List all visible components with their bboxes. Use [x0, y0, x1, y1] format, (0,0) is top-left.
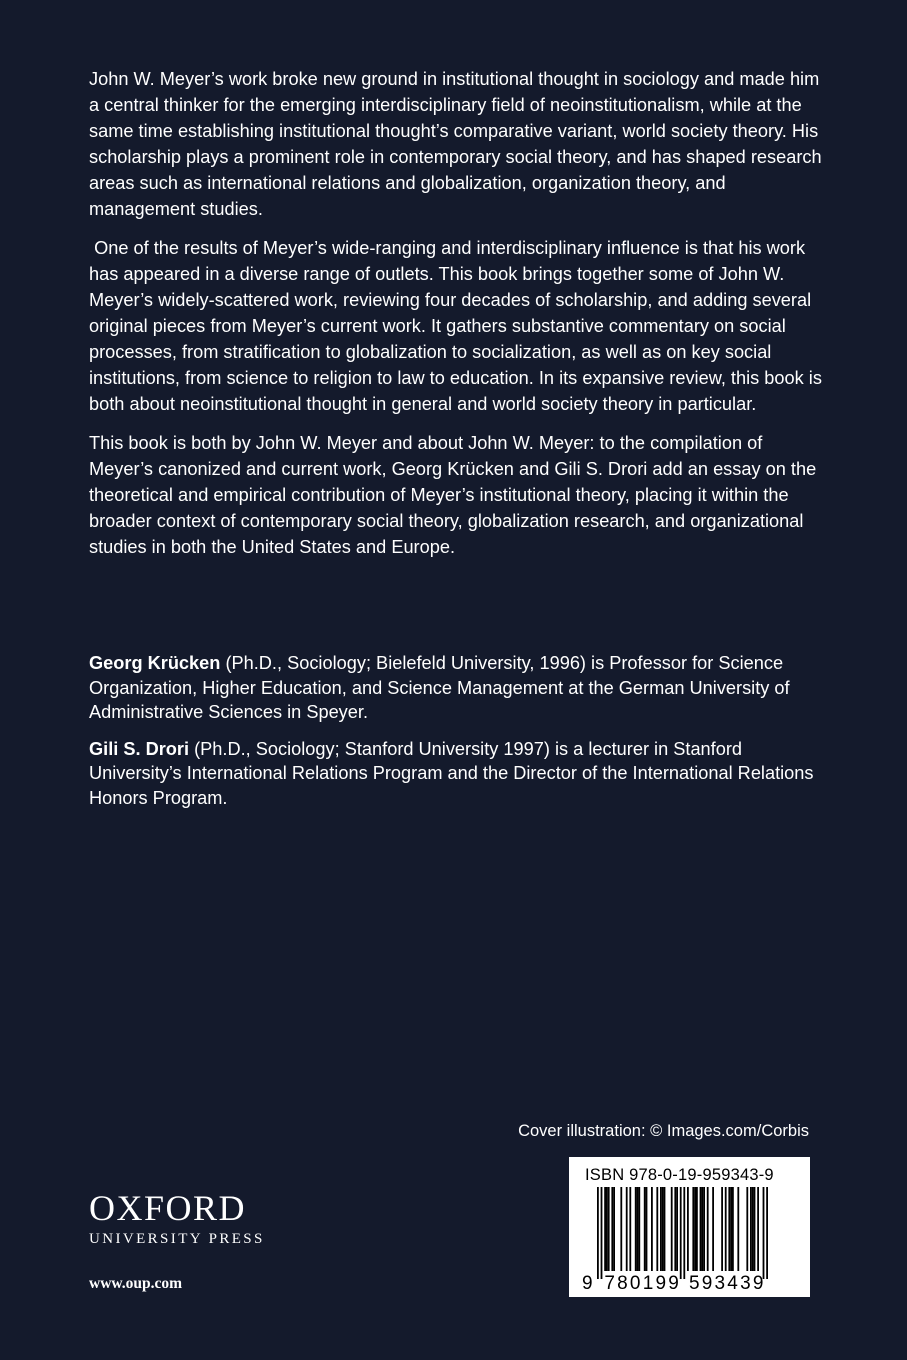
barcode-guard-bar — [601, 1187, 603, 1279]
barcode-bar — [752, 1187, 754, 1271]
bio-drori — [89, 737, 829, 811]
barcode-bar — [712, 1187, 714, 1271]
barcode-bar — [664, 1187, 666, 1271]
barcode-bar — [674, 1187, 676, 1271]
barcode-bar — [676, 1187, 678, 1271]
bio-drori-text: (Ph.D., Sociology; Stanford University 1997) is a lecturer in Stanford University’s International Relations Program and the Director of the International Relations Honors Program. — [89, 738, 814, 808]
barcode-right-digits: 593439 — [689, 1273, 766, 1291]
barcode-bar — [637, 1187, 639, 1271]
bio-krucken — [89, 651, 829, 725]
barcode-bar — [721, 1187, 723, 1271]
barcode-bar — [725, 1187, 727, 1271]
barcode-bar — [638, 1187, 640, 1271]
barcode-bar — [671, 1187, 673, 1271]
book-description — [89, 66, 829, 573]
barcode-bar — [644, 1187, 646, 1271]
barcode-bar — [707, 1187, 709, 1271]
barcode-bar — [703, 1187, 705, 1271]
bio-krucken-text: (Ph.D., Sociology; Bielefeld University, 1996) is Professor for Science Organization, Higher Education, and Science Management at the German University of Administrative Sciences in Speyer. — [89, 653, 790, 722]
barcode-bar — [651, 1187, 653, 1271]
barcode-bar — [646, 1187, 648, 1271]
description-paragraph-3: This book is both by John W. Meyer and about John W. Meyer: to the compilation of Meyer’s canonized and current work, Georg Krücken and Gili S. Drori add an essay on the theoretical and empirical contribution of Meyer’s institutional theory, placing it within the broader context of contemporary social theory, globalization research, and organizational studies in both the United States and Europe. — [89, 433, 817, 557]
barcode-bar — [656, 1187, 658, 1271]
barcode-bar — [662, 1187, 664, 1271]
barcode-bar — [660, 1187, 662, 1271]
barcode-bar — [626, 1187, 628, 1271]
bio-krucken-name: Georg Krücken — [89, 653, 221, 673]
barcode-lead-digit: 9 — [582, 1273, 595, 1291]
barcode-bar — [757, 1187, 759, 1271]
editor-bios — [89, 651, 829, 822]
barcode-guard-bar — [763, 1187, 765, 1279]
barcode-bar — [604, 1187, 606, 1271]
barcode-guard-bar — [680, 1187, 682, 1279]
barcode-bar — [611, 1187, 613, 1271]
barcode-bar — [728, 1187, 730, 1271]
barcode-bar — [730, 1187, 732, 1271]
barcode-bar — [694, 1187, 696, 1271]
barcode-bar — [687, 1187, 689, 1271]
barcode-bar — [606, 1187, 608, 1271]
description-paragraph-2: One of the results of Meyer’s wide-ranging and interdisciplinary influence is that his work has appeared in a diverse range of outlets. This book brings together some of John W. Meyer’s widely-scattered work, reviewing four decades of scholarship, and adding several original pieces from Meyer’s current work. It gathers substantive commentary on social processes, from stratification to globalization to socialization, as well as on key social institutions, from science to religion to law to education. In its expansive review, this book is both about neoinstitutional thought in general and world society theory in particular. — [89, 238, 827, 414]
barcode-bar — [696, 1187, 698, 1271]
publisher-name: OXFORD — [89, 1188, 247, 1228]
barcode-bar — [620, 1187, 622, 1271]
barcode-bar — [746, 1187, 748, 1271]
bio-drori-name: Gili S. Drori — [89, 738, 190, 759]
barcode-guard-bar — [766, 1187, 768, 1279]
isbn-label: ISBN 978-0-19-959343-9 — [585, 1166, 774, 1184]
oxford-logo — [89, 1190, 265, 1248]
barcode-bar — [629, 1187, 631, 1271]
barcode-guard-bar — [683, 1187, 685, 1279]
barcode-bar — [608, 1187, 610, 1271]
barcode-bar — [635, 1187, 637, 1271]
barcode-bar — [732, 1187, 734, 1271]
barcode-bar — [613, 1187, 615, 1271]
cover-credit: Cover illustration: © Images.com/Corbis — [518, 1122, 809, 1140]
barcode-bar — [701, 1187, 703, 1271]
barcode-bar — [700, 1187, 702, 1271]
isbn-barcode — [569, 1157, 810, 1297]
barcode-bar — [737, 1187, 739, 1271]
publisher-url[interactable]: www.oup.com — [89, 1275, 183, 1292]
barcode-bar — [692, 1187, 694, 1271]
publisher-sub: UNIVERSITY PRESS — [89, 1231, 265, 1247]
barcode-bar — [754, 1187, 756, 1271]
barcode-left-digits: 780199 — [604, 1273, 682, 1291]
barcode-bar — [750, 1187, 752, 1271]
barcode-guard-bar — [597, 1187, 599, 1279]
description-paragraph-1: John W. Meyer’s work broke new ground in institutional thought in sociology and made him a central thinker for the emerging interdisciplinary field of neoinstitutionalism, while at the same time establishing institutional thought’s comparative variant, world society theory. His scholarship plays a prominent role in contemporary social theory, and has shaped research areas such as international relations and globalization, organization theory, and management studies. — [89, 69, 822, 219]
barcode-bars — [581, 1187, 798, 1291]
